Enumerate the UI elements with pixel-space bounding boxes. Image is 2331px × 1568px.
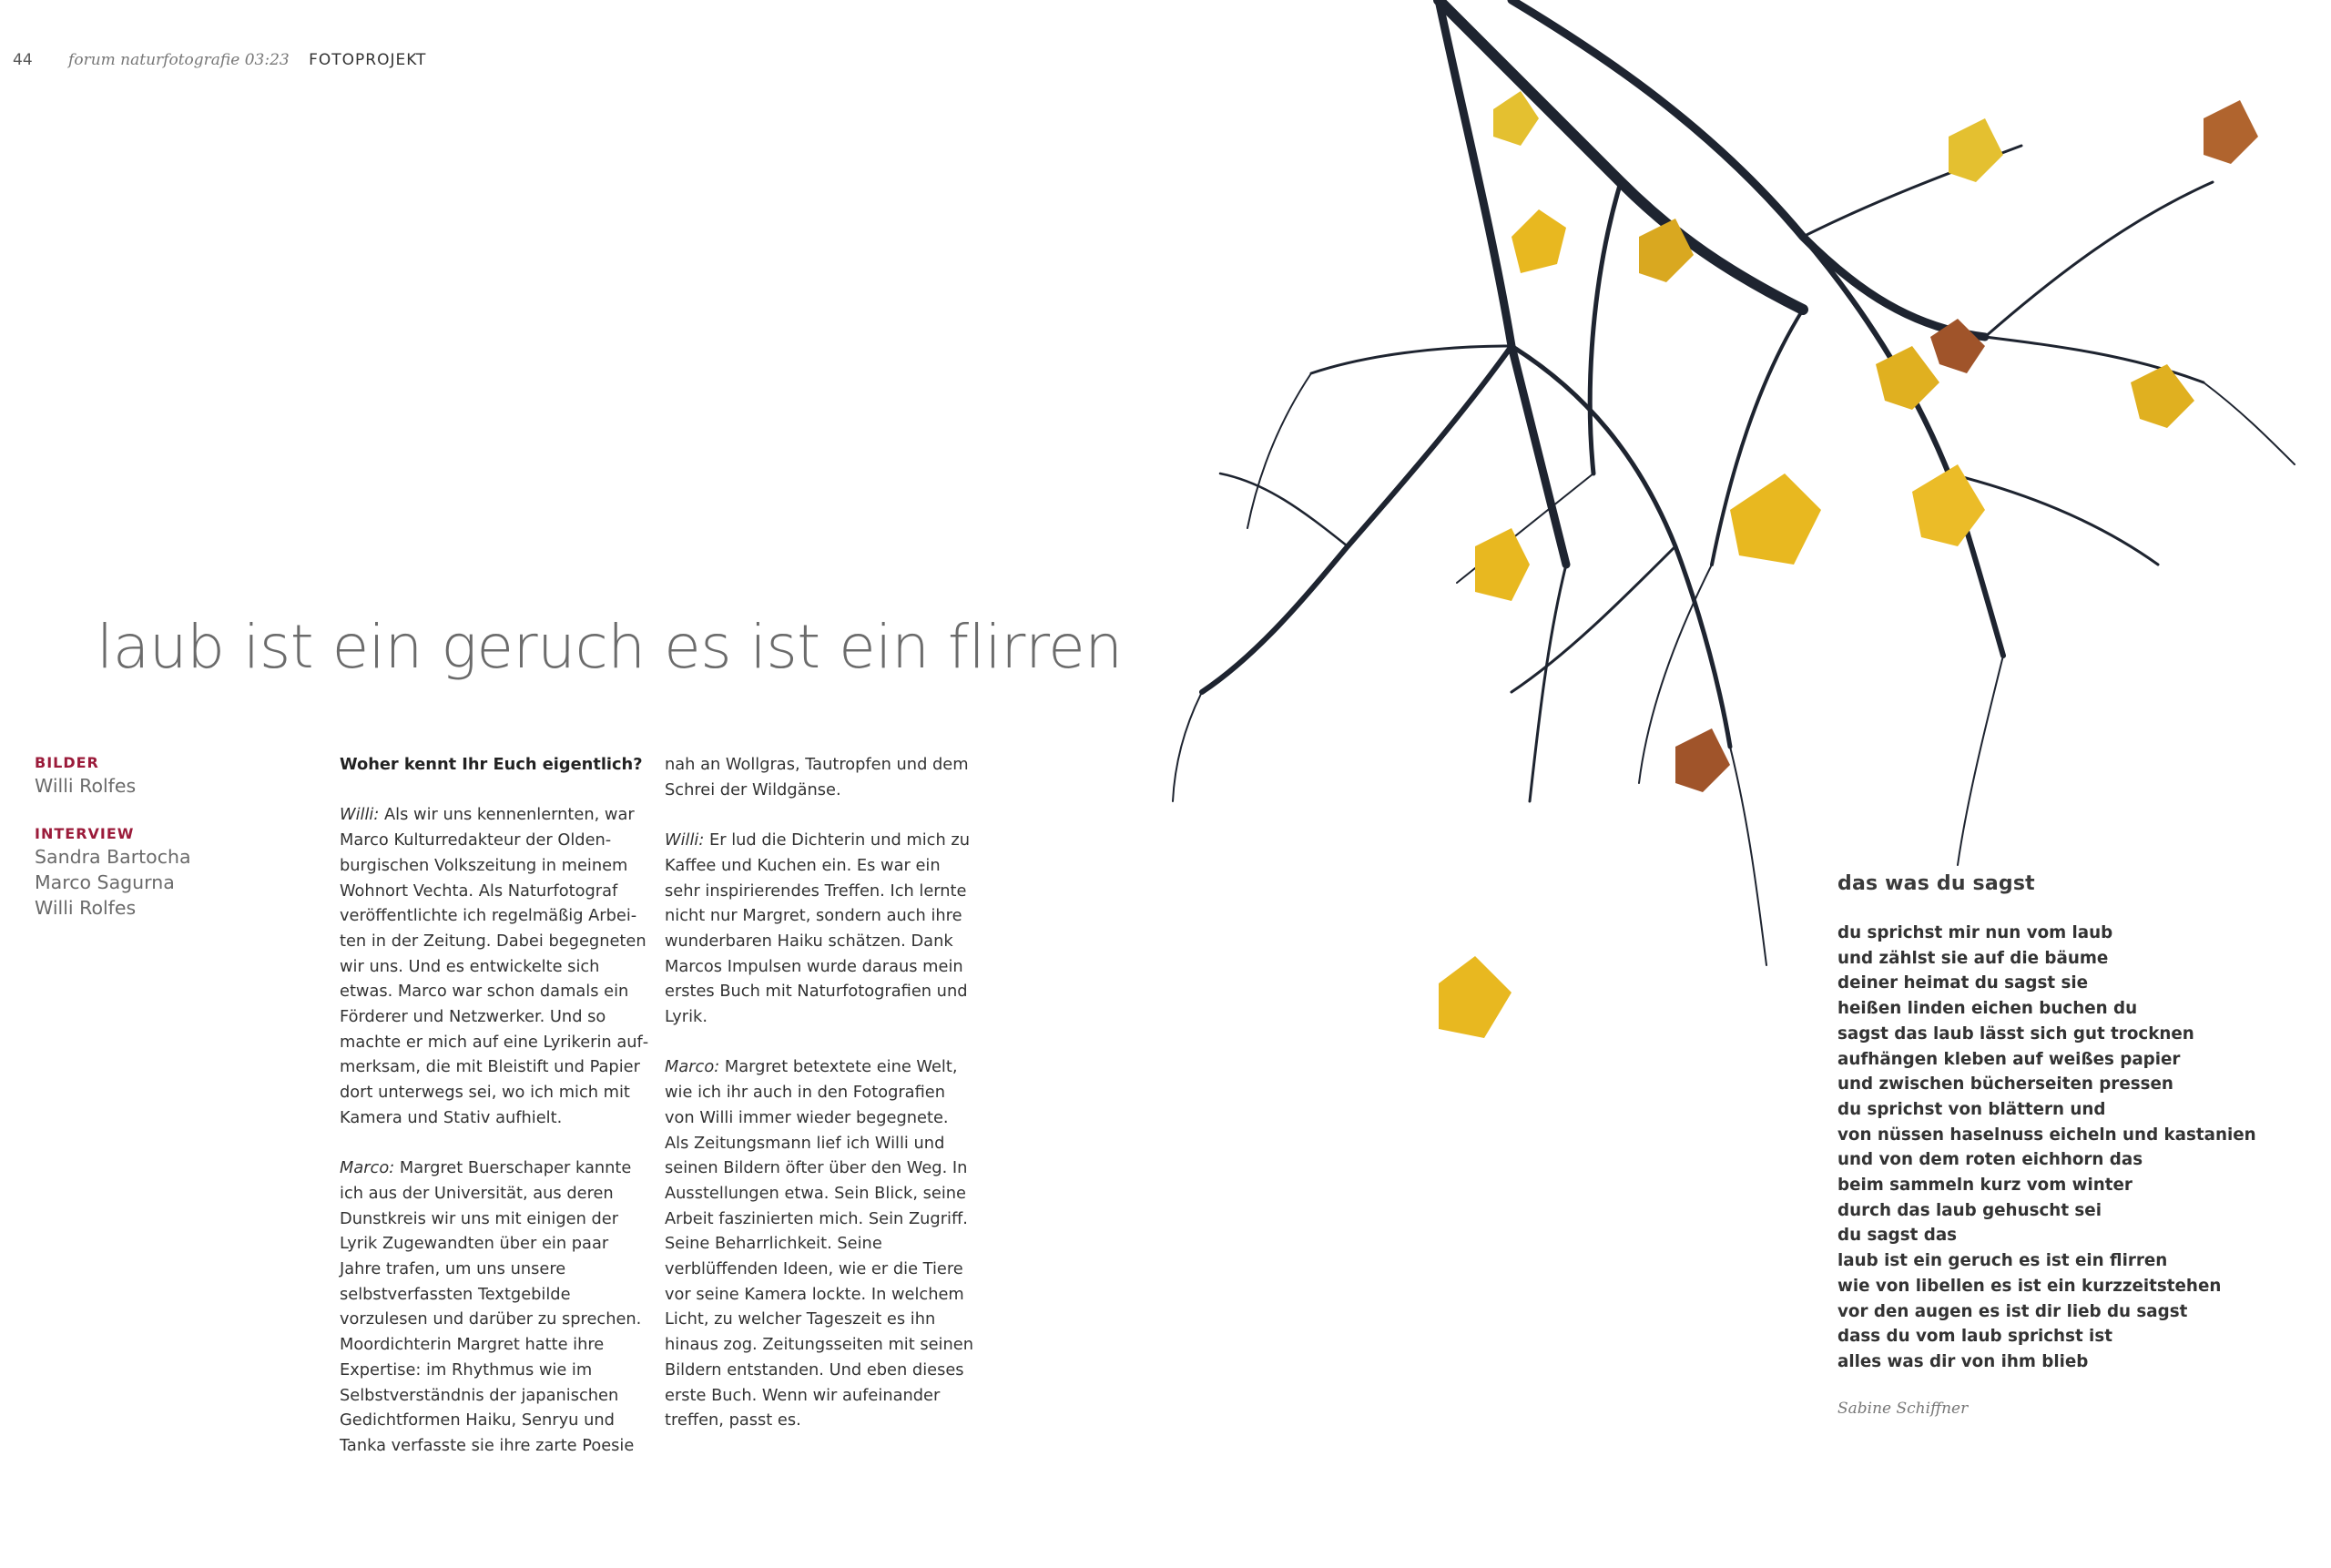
branch-lines bbox=[1173, 0, 2295, 965]
interview-column-1 bbox=[340, 752, 649, 1483]
magazine-name: forum naturfotografie 03:23 bbox=[68, 51, 290, 69]
poem-line: alles was dir von ihm blieb bbox=[1837, 1351, 2089, 1371]
paragraph-text: Margret Buerschaper kannte ich aus der Universität, aus deren Dunstkreis wir uns mit einigen der Lyrik Zugewandten über ein paar Jahre trafen, um uns unsere selbstverfassten Textgebilde vorzulesen und darüber zu sprechen. Moordichterin Margret hatte ihre Expertise: im Rhythmus wie im Selbstverständnis der japanischen Gedichtformen Haiku, Senryu und Tanka verfasste sie ihre zarte Poesie bbox=[340, 1158, 642, 1455]
poem bbox=[1837, 872, 2293, 1418]
poem-line: du sagst das bbox=[1837, 1226, 1958, 1246]
poem-line: und zählst sie auf die bäume bbox=[1837, 948, 2109, 968]
yellow-leaf bbox=[1912, 464, 1985, 546]
yellow-leaf bbox=[1639, 219, 1694, 282]
interview-paragraph bbox=[340, 752, 649, 778]
interview-column-2 bbox=[665, 752, 974, 1459]
poem-line: du sprichst von blättern und bbox=[1837, 1099, 2106, 1119]
interview-paragraph bbox=[340, 1156, 649, 1458]
yellow-leaf bbox=[1512, 209, 1566, 273]
brown-leaf bbox=[2204, 100, 2258, 164]
poem-line: heißen linden eichen buchen du bbox=[1837, 999, 2138, 1019]
credit-group-images bbox=[35, 753, 308, 799]
interview-paragraph bbox=[340, 802, 649, 1130]
page-header bbox=[13, 51, 426, 69]
poem-line: und zwischen bücherseiten pressen bbox=[1837, 1074, 2173, 1095]
credits bbox=[35, 753, 308, 946]
yellow-leaf bbox=[2131, 364, 2194, 428]
poem-line: sagst das laub lässt sich gut trocknen bbox=[1837, 1023, 2194, 1044]
speaker-name: Marco: bbox=[340, 1158, 395, 1178]
interview-question: Woher kennt Ihr Euch eigentlich? bbox=[340, 755, 643, 774]
paragraph-text: Als wir uns kennenlernten, war Marco Kulturredakteur der Oldenburgischen Volkszeitung in meinem Wohnort Vechta. Als Naturfotograf veröffentlichte ich regelmäßig Arbeiten in der Zeitung. Dabei begegneten wir uns. Und es entwickelte sich etwas. Marco war schon damals ein Förderer und Netzwerker. Und so machte er mich auf eine Lyrikerin aufmerksam, die mit Bleistift und Papier dort unterwegs sei, wo ich mich mit Kamera und Stativ aufhielt. bbox=[340, 805, 649, 1127]
poem-line: laub ist ein geruch es ist ein flirren bbox=[1837, 1251, 2168, 1271]
paragraph-text: Er lud die Dichterin und mich zu Kaffee und Kuchen ein. Es war ein sehr inspirierendes Treffen. Ich lernte nicht nur Margret, sondern auch ihre wunderbaren Haiku schätzen. Dank Marcos Impulsen wurde daraus mein erstes Buch mit Naturfotografien und Lyrik. bbox=[665, 830, 970, 1027]
interview-paragraph bbox=[665, 1054, 974, 1433]
poem-line: durch das laub gehuscht sei bbox=[1837, 1200, 2102, 1220]
poem-line: dass du vom laub sprichst ist bbox=[1837, 1327, 2112, 1347]
credit-label: INTERVIEW bbox=[35, 825, 135, 842]
brown-leaf bbox=[1675, 728, 1730, 792]
paragraph-text: Margret betextete eine Welt, wie ich ihr auch in den Fotografien von Willi immer wieder begegnete. Als Zeitungsmann lief ich Willi und seinen Bildern öfter über den Weg. In Ausstellungen etwa. Sein Blick, seine Arbeit faszinierten mich. Sein Zugriff. Seine Beharrlichkeit. Seine verblüffenden Ideen, wie er die Tiere vor seine Kamera lockte. In welchem Licht, zu welcher Tageszeit es ihn hinaus zog. Zeitungsseiten mit seinen Bildern entstanden. Und eben dieses erste Buch. Wenn wir aufeinander treffen, passt es. bbox=[665, 1057, 973, 1431]
page-number: 44 bbox=[13, 51, 33, 69]
credit-label: BILDER bbox=[35, 754, 99, 771]
poem-line: deiner heimat du sagst sie bbox=[1837, 973, 2089, 993]
credit-name: Sandra Bartocha bbox=[35, 846, 191, 868]
poem-line: wie von libellen es ist ein kurzzeitstehen bbox=[1837, 1276, 2222, 1296]
credit-group-interview bbox=[35, 824, 308, 921]
section-label: FOTOPROJEKT bbox=[309, 51, 427, 69]
credit-name: Willi Rolfes bbox=[35, 897, 137, 919]
yellow-leaf bbox=[1475, 528, 1530, 601]
poem-line: aufhängen kleben auf weißes papier bbox=[1837, 1049, 2181, 1069]
poem-title: das was du sagst bbox=[1837, 872, 2035, 895]
interview-paragraph bbox=[665, 828, 974, 1030]
paragraph-text: nah an Wollgras, Tautropfen und dem Schrei der Wildgänse. bbox=[665, 755, 969, 799]
poem-line: und von dem roten eichhorn das bbox=[1837, 1150, 2143, 1170]
yellow-leaf bbox=[1730, 473, 1821, 565]
credit-name: Willi Rolfes bbox=[35, 775, 137, 797]
interview-paragraph bbox=[665, 752, 974, 802]
credit-name: Marco Sagurna bbox=[35, 871, 175, 893]
poem-line: beim sammeln kurz vom winter bbox=[1837, 1176, 2133, 1196]
poem-author: Sabine Schiffner bbox=[1837, 1399, 1969, 1418]
poem-line: du sprichst mir nun vom laub bbox=[1837, 923, 2113, 942]
poem-line: vor den augen es ist dir lieb du sagst bbox=[1837, 1301, 2188, 1321]
speaker-name: Willi: bbox=[340, 805, 380, 825]
poem-line: von nüssen haselnuss eicheln und kastanien bbox=[1837, 1125, 2256, 1145]
yellow-leaf bbox=[1876, 346, 1939, 410]
yellow-leaf bbox=[1949, 118, 2003, 182]
speaker-name: Marco: bbox=[665, 1057, 720, 1077]
article-title: laub ist ein geruch es ist ein flirren bbox=[97, 612, 1123, 682]
speaker-name: Willi: bbox=[665, 830, 705, 850]
yellow-leaf bbox=[1439, 956, 1512, 1038]
